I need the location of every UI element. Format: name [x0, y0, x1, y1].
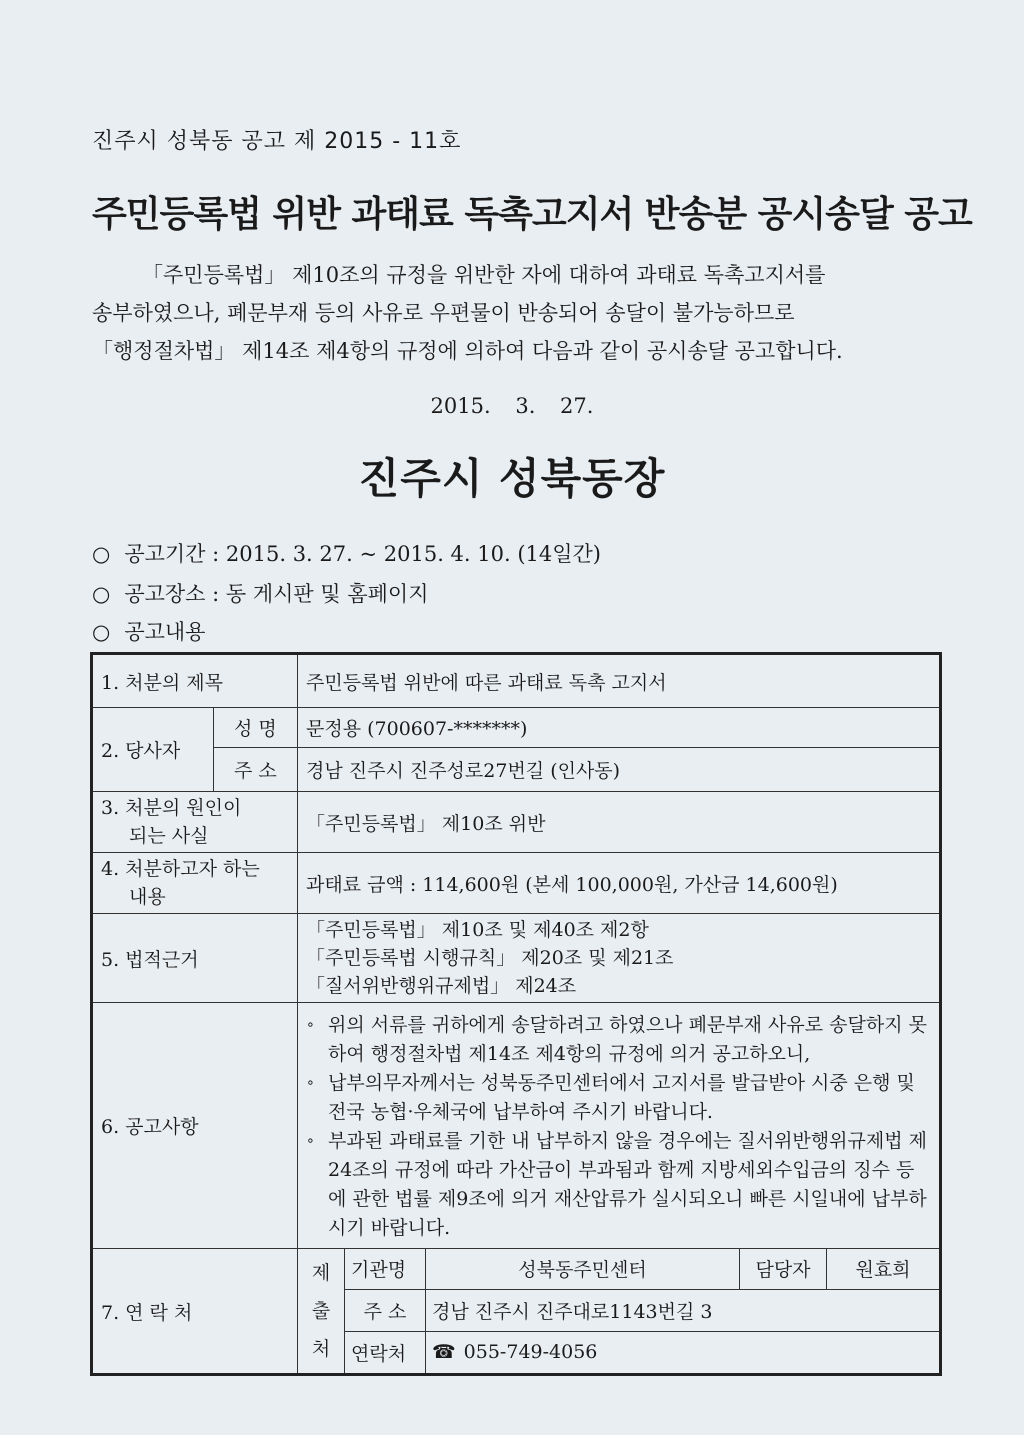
- row-value: 경남 진주시 진주성로27번길 (인사동): [298, 748, 941, 792]
- row-label: 7. 연 락 처: [92, 1249, 298, 1375]
- row-value: 문정용 (700607-*******): [298, 708, 941, 748]
- row-label-line: 내용: [129, 886, 166, 908]
- address-value: 경남 진주시 진주대로1143번길 3: [426, 1289, 940, 1331]
- info-period: [92, 538, 601, 568]
- notice-date: 2015. 3. 27.: [430, 394, 594, 418]
- info-period-text: 공고기간 : 2015. 3. 27. ~ 2015. 4. 10. (14일간): [124, 542, 602, 566]
- vertical-char: 처: [311, 1338, 331, 1360]
- address-label: 주 소: [345, 1289, 426, 1331]
- info-content: [92, 616, 205, 646]
- org-value: 성북동주민센터: [426, 1249, 740, 1289]
- table-row: [92, 853, 941, 914]
- submitter-vertical-label: [298, 1249, 345, 1373]
- small-circle-bullet-icon: ∘: [306, 1132, 315, 1149]
- info-content-text: 공고내용: [124, 620, 206, 644]
- legal-basis-line: 「질서위반행위규제법」 제24조: [306, 975, 577, 997]
- circle-bullet-icon: ○: [92, 620, 111, 644]
- manager-value: 원효희: [827, 1249, 940, 1289]
- circle-bullet-icon: ○: [92, 542, 111, 566]
- row-label: [92, 792, 298, 853]
- table-row: [92, 748, 941, 792]
- sub-label: 주 소: [213, 748, 297, 792]
- notice-table: [90, 652, 942, 1376]
- row-label-line: 3. 처분의 원인이: [101, 797, 242, 819]
- contact-row: [298, 1331, 939, 1373]
- issuer-name: 진주시 성북동장: [358, 454, 666, 503]
- row-value: [298, 1249, 941, 1375]
- org-label: 기관명: [345, 1249, 426, 1289]
- table-row: [92, 914, 941, 1003]
- row-value: 주민등록법 위반에 따른 과태료 독촉 고지서: [298, 654, 941, 708]
- row-label: 5. 법적근거: [92, 914, 298, 1003]
- contact-table: [298, 1249, 939, 1373]
- row-label-line: 되는 사실: [129, 825, 209, 847]
- table-row: [92, 1003, 941, 1249]
- legal-basis-line: 「주민등록법」 제10조 및 제40조 제2항: [306, 919, 649, 941]
- notice-item-text: 납부의무자께서는 성북동주민센터에서 고지서를 발급받아 시중 은행 및 전국 농협·우체국에 납부하여 주시기 바랍니다.: [328, 1071, 915, 1123]
- row-label-line: 4. 처분하고자 하는: [101, 858, 260, 880]
- notice-item-text: 부과된 과태료를 기한 내 납부하지 않을 경우에는 질서위반행위규제법 제24조의 규정에 따라 가산금이 부과됨과 함께 지방세외수입금의 징수 등에 관한 법률 제9조에 의거 재산압류가 실시되오니 빠른 시일내에 납부하시기 바랍니다.: [328, 1129, 927, 1239]
- legal-basis-line: 「주민등록법 시행규칙」 제20조 및 제21조: [306, 947, 674, 969]
- notice-item: [306, 1127, 931, 1243]
- intro-line-1: 「주민등록법」 제10조의 규정을 위반한 자에 대하여 과태료 독촉고지서를: [142, 263, 826, 287]
- row-value: 과태료 금액 : 114,600원 (본세 100,000원, 가산금 14,600원): [298, 853, 941, 914]
- phone-label: 연락처: [345, 1331, 426, 1373]
- sub-label: 성 명: [213, 708, 297, 748]
- contact-row: [298, 1249, 939, 1289]
- row-value: [298, 914, 941, 1003]
- row-label: 1. 처분의 제목: [92, 654, 298, 708]
- small-circle-bullet-icon: ∘: [306, 1016, 315, 1033]
- notice-item-text: 위의 서류를 귀하에게 송달하려고 하였으나 폐문부재 사유로 송달하지 못하여 행정절차법 제14조 제4항의 규정에 의거 공고하오니,: [328, 1013, 927, 1065]
- manager-label: 담당자: [740, 1249, 827, 1289]
- phone-value: [426, 1331, 940, 1373]
- row-value: [298, 1003, 941, 1249]
- info-place: [92, 578, 429, 608]
- contact-row: [298, 1289, 939, 1331]
- document-title: 주민등록법 위반 과태료 독촉고지서 반송분 공시송달 공고: [92, 194, 972, 235]
- row-label: 2. 당사자: [92, 708, 214, 792]
- small-circle-bullet-icon: ∘: [306, 1074, 315, 1091]
- notice-item: [306, 1011, 931, 1069]
- vertical-char: 출: [311, 1300, 331, 1322]
- telephone-icon: ☎: [432, 1341, 456, 1364]
- vertical-char: 제: [311, 1262, 331, 1284]
- info-place-text: 공고장소 : 동 게시판 및 홈페이지: [124, 582, 429, 606]
- row-label: [92, 853, 298, 914]
- table-row: [92, 654, 941, 708]
- notice-number: 진주시 성북동 공고 제 2015 - 11호: [92, 129, 462, 154]
- row-value: 「주민등록법」 제10조 위반: [298, 792, 941, 853]
- intro-paragraph: [92, 256, 942, 370]
- table-row: [92, 1249, 941, 1375]
- notice-item: [306, 1069, 931, 1127]
- table-row: [92, 792, 941, 853]
- phone-number: 055-749-4056: [463, 1341, 598, 1364]
- intro-line-3: 「행정절차법」 제14조 제4항의 규정에 의하여 다음과 같이 공시송달 공고합니다.: [92, 339, 843, 363]
- intro-line-2: 송부하였으나, 폐문부재 등의 사유로 우편물이 반송되어 송달이 불가능하므로: [92, 301, 795, 325]
- row-label: 6. 공고사항: [92, 1003, 298, 1249]
- circle-bullet-icon: ○: [92, 582, 111, 606]
- table-row: [92, 708, 941, 748]
